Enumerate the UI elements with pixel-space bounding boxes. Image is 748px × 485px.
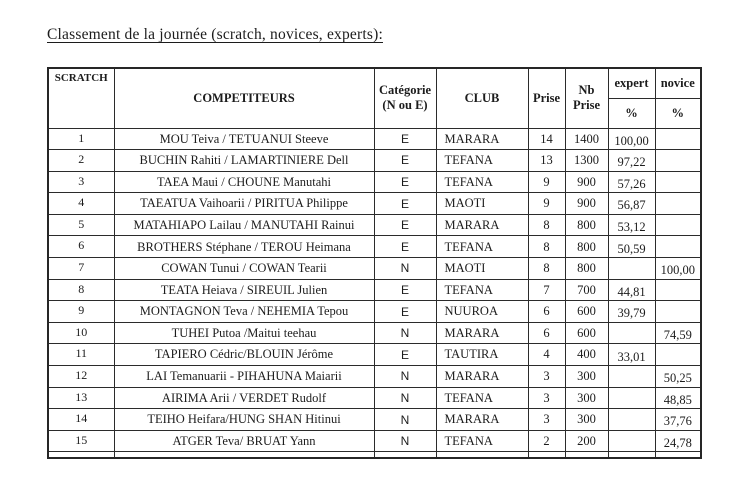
competitors-cell: COWAN Tunui / COWAN Tearii xyxy=(114,258,374,280)
competitors-cell: ATGER Teva/ BRUAT Yann xyxy=(114,430,374,452)
competitors-cell: TAPIERO Cédric/BLOUIN Jérôme xyxy=(114,344,374,366)
table-row xyxy=(48,279,701,301)
category-cell: E xyxy=(374,193,436,215)
category-cell: N xyxy=(374,430,436,452)
novice-pct-cell xyxy=(655,236,701,258)
expert-pct-cell: 97,22 xyxy=(608,150,655,172)
table-row xyxy=(48,236,701,258)
category-cell: E xyxy=(374,214,436,236)
header-club: CLUB xyxy=(436,68,528,128)
competitors-cell: TAEATUA Vaihoarii / PIRITUA Philippe xyxy=(114,193,374,215)
novice-pct-cell xyxy=(655,214,701,236)
rank-cell: 6 xyxy=(48,236,114,258)
prise-cell: 9 xyxy=(528,171,565,193)
nb-prise-cell: 900 xyxy=(565,193,608,215)
nb-prise-cell: 1400 xyxy=(565,128,608,150)
expert-pct-cell xyxy=(608,366,655,388)
rank-cell: 14 xyxy=(48,409,114,431)
prise-cell: 14 xyxy=(528,128,565,150)
nb-prise-cell: 600 xyxy=(565,301,608,323)
novice-pct-cell xyxy=(655,171,701,193)
club-cell: TEFANA xyxy=(436,430,528,452)
nb-prise-cell: 400 xyxy=(565,344,608,366)
prise-cell: 3 xyxy=(528,366,565,388)
club-cell: MAOTI xyxy=(436,258,528,280)
nb-prise-cell: 900 xyxy=(565,171,608,193)
table-row xyxy=(48,150,701,172)
expert-pct-cell: 57,26 xyxy=(608,171,655,193)
club-cell: NUUROA xyxy=(436,301,528,323)
expert-pct-cell: 39,79 xyxy=(608,301,655,323)
expert-pct-cell xyxy=(608,258,655,280)
table-row xyxy=(48,409,701,431)
competitors-cell: TUHEI Putoa /Maitui teehau xyxy=(114,322,374,344)
rank-cell: 13 xyxy=(48,387,114,409)
prise-cell: 3 xyxy=(528,409,565,431)
category-cell: N xyxy=(374,387,436,409)
table-row xyxy=(48,258,701,280)
novice-pct-cell: 24,78 xyxy=(655,430,701,452)
expert-pct-cell xyxy=(608,409,655,431)
rank-cell: 12 xyxy=(48,366,114,388)
category-cell: N xyxy=(374,366,436,388)
header-novice-unit: % xyxy=(655,98,701,128)
expert-pct-cell: 50,59 xyxy=(608,236,655,258)
expert-pct-cell: 56,87 xyxy=(608,193,655,215)
rank-cell: 7 xyxy=(48,258,114,280)
nb-prise-cell: 700 xyxy=(565,279,608,301)
category-cell: E xyxy=(374,301,436,323)
nb-prise-cell: 300 xyxy=(565,409,608,431)
table-row xyxy=(48,322,701,344)
category-cell: E xyxy=(374,150,436,172)
nb-prise-cell: 600 xyxy=(565,322,608,344)
club-cell: TEFANA xyxy=(436,236,528,258)
table-row xyxy=(48,171,701,193)
category-cell: N xyxy=(374,409,436,431)
header-categorie-line1: Catégorie xyxy=(378,83,432,98)
rank-cell: 4 xyxy=(48,193,114,215)
page-title: Classement de la journée (scratch, novices, experts): xyxy=(47,26,383,43)
ranking-table xyxy=(47,67,702,459)
table-body xyxy=(48,128,701,452)
club-cell: MARARA xyxy=(436,409,528,431)
header-expert: expert xyxy=(608,68,655,98)
prise-cell: 8 xyxy=(528,258,565,280)
competitors-cell: TEIHO Heifara/HUNG SHAN Hitinui xyxy=(114,409,374,431)
novice-pct-cell xyxy=(655,193,701,215)
competitors-cell: AIRIMA Arii / VERDET Rudolf xyxy=(114,387,374,409)
novice-pct-cell xyxy=(655,150,701,172)
rank-cell: 10 xyxy=(48,322,114,344)
rank-cell: 3 xyxy=(48,171,114,193)
expert-pct-cell: 100,00 xyxy=(608,128,655,150)
category-cell: E xyxy=(374,128,436,150)
header-nb-prise-line2: Prise xyxy=(572,98,601,113)
club-cell: MARARA xyxy=(436,322,528,344)
novice-pct-cell: 48,85 xyxy=(655,387,701,409)
nb-prise-cell: 300 xyxy=(565,366,608,388)
nb-prise-cell: 800 xyxy=(565,236,608,258)
table-row xyxy=(48,301,701,323)
prise-cell: 6 xyxy=(528,322,565,344)
prise-cell: 13 xyxy=(528,150,565,172)
header-expert-unit: % xyxy=(608,98,655,128)
prise-cell: 7 xyxy=(528,279,565,301)
club-cell: TEFANA xyxy=(436,387,528,409)
prise-cell: 8 xyxy=(528,214,565,236)
header-competiteurs: COMPETITEURS xyxy=(114,68,374,128)
competitors-cell: BUCHIN Rahiti / LAMARTINIERE Dell xyxy=(114,150,374,172)
competitors-cell: BROTHERS Stéphane / TEROU Heimana xyxy=(114,236,374,258)
header-prise: Prise xyxy=(528,68,565,128)
category-cell: E xyxy=(374,344,436,366)
nb-prise-cell: 1300 xyxy=(565,150,608,172)
competitors-cell: TAEA Maui / CHOUNE Manutahi xyxy=(114,171,374,193)
expert-pct-cell xyxy=(608,430,655,452)
table-row xyxy=(48,193,701,215)
novice-pct-cell xyxy=(655,344,701,366)
prise-cell: 2 xyxy=(528,430,565,452)
novice-pct-cell xyxy=(655,279,701,301)
prise-cell: 4 xyxy=(528,344,565,366)
club-cell: TAUTIRA xyxy=(436,344,528,366)
header-novice: novice xyxy=(655,68,701,98)
novice-pct-cell: 50,25 xyxy=(655,366,701,388)
competitors-cell: TEATA Heiava / SIREUIL Julien xyxy=(114,279,374,301)
sliver-row xyxy=(48,452,701,458)
category-cell: N xyxy=(374,322,436,344)
header-categorie xyxy=(374,68,436,128)
novice-pct-cell xyxy=(655,301,701,323)
expert-pct-cell xyxy=(608,322,655,344)
table-row xyxy=(48,430,701,452)
rank-cell: 11 xyxy=(48,344,114,366)
table-row xyxy=(48,366,701,388)
category-cell: E xyxy=(374,236,436,258)
rank-cell: 5 xyxy=(48,214,114,236)
nb-prise-cell: 800 xyxy=(565,258,608,280)
rank-cell: 9 xyxy=(48,301,114,323)
rank-cell: 1 xyxy=(48,128,114,150)
competitors-cell: MOU Teiva / TETUANUI Steeve xyxy=(114,128,374,150)
table-row xyxy=(48,214,701,236)
prise-cell: 8 xyxy=(528,236,565,258)
header-nb-prise-line1: Nb xyxy=(578,83,595,98)
competitors-cell: LAI Temanuarii - PIHAHUNA Maiarii xyxy=(114,366,374,388)
category-cell: E xyxy=(374,279,436,301)
header-categorie-line2: (N ou E) xyxy=(382,98,428,113)
club-cell: TEFANA xyxy=(436,171,528,193)
novice-pct-cell: 37,76 xyxy=(655,409,701,431)
rank-cell: 8 xyxy=(48,279,114,301)
nb-prise-cell: 800 xyxy=(565,214,608,236)
competitors-cell: MATAHIAPO Lailau / MANUTAHI Rainui xyxy=(114,214,374,236)
table-row xyxy=(48,128,701,150)
table-bottom-sliver xyxy=(48,452,701,458)
club-cell: MARARA xyxy=(436,366,528,388)
table-row xyxy=(48,344,701,366)
club-cell: MARARA xyxy=(436,128,528,150)
club-cell: MAOTI xyxy=(436,193,528,215)
expert-pct-cell xyxy=(608,387,655,409)
expert-pct-cell: 53,12 xyxy=(608,214,655,236)
prise-cell: 6 xyxy=(528,301,565,323)
category-cell: E xyxy=(374,171,436,193)
club-cell: TEFANA xyxy=(436,279,528,301)
club-cell: TEFANA xyxy=(436,150,528,172)
novice-pct-cell: 100,00 xyxy=(655,258,701,280)
table-header xyxy=(48,68,701,128)
novice-pct-cell xyxy=(655,128,701,150)
expert-pct-cell: 33,01 xyxy=(608,344,655,366)
club-cell: MARARA xyxy=(436,214,528,236)
header-nb-prise xyxy=(565,68,608,128)
table-row xyxy=(48,387,701,409)
nb-prise-cell: 200 xyxy=(565,430,608,452)
category-cell: N xyxy=(374,258,436,280)
novice-pct-cell: 74,59 xyxy=(655,322,701,344)
rank-cell: 15 xyxy=(48,430,114,452)
header-scratch: SCRATCH xyxy=(48,68,114,128)
expert-pct-cell: 44,81 xyxy=(608,279,655,301)
prise-cell: 9 xyxy=(528,193,565,215)
prise-cell: 3 xyxy=(528,387,565,409)
rank-cell: 2 xyxy=(48,150,114,172)
nb-prise-cell: 300 xyxy=(565,387,608,409)
competitors-cell: MONTAGNON Teva / NEHEMIA Tepou xyxy=(114,301,374,323)
